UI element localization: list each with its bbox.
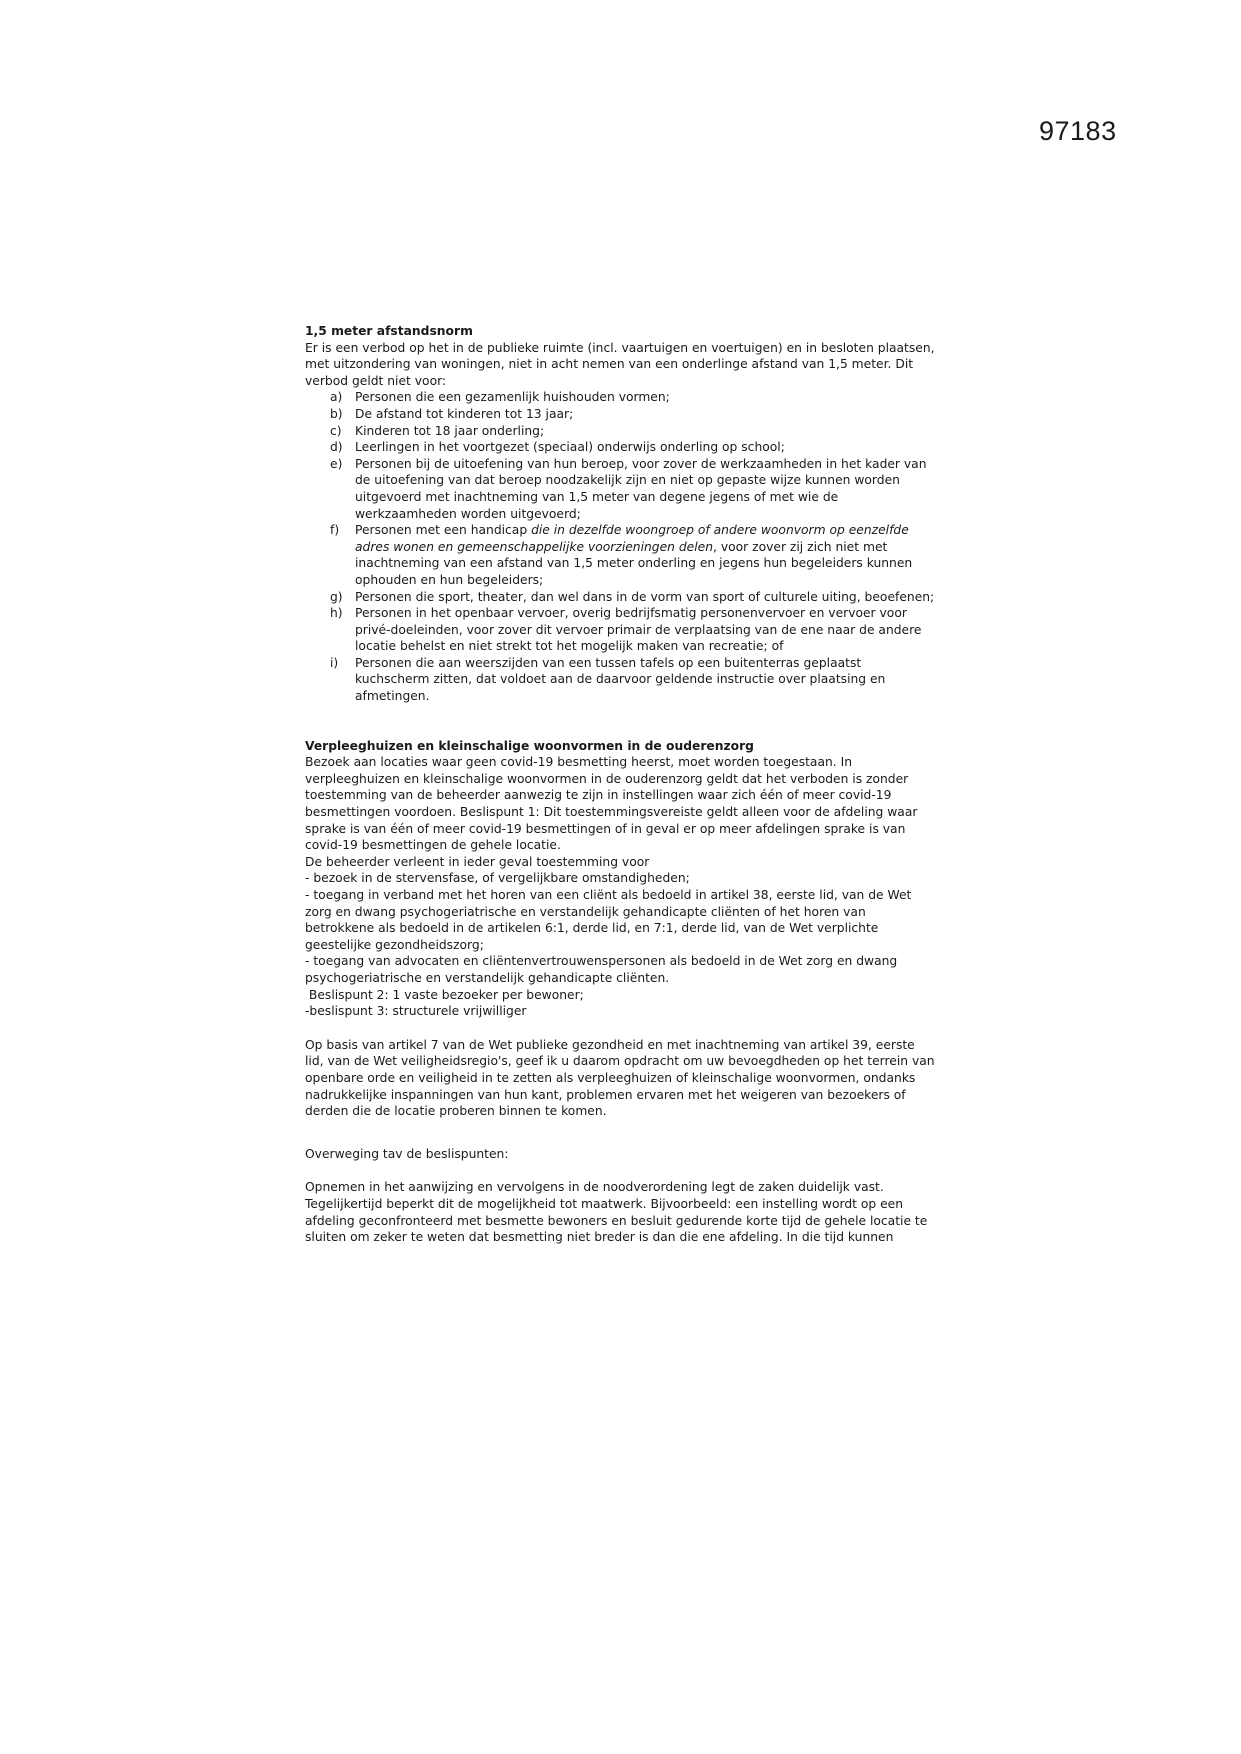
list-marker: h)	[330, 606, 343, 621]
list-marker: i)	[330, 655, 339, 670]
list-marker: g)	[330, 589, 343, 604]
list-marker: e)	[330, 456, 343, 471]
spacer	[305, 1020, 935, 1037]
spacer	[305, 1162, 935, 1179]
list-item	[305, 423, 935, 440]
list-item	[305, 589, 935, 606]
list-item-text: Personen in het openbaar vervoer, overig bedrijfsmatig personenvervoer en vervoer voor privé-doeleinden, voor zover dit vervoer primair de verplaatsing van de ene naar de andere locatie behelst en niet strekt tot het mogelijk maken van recreatie; of	[355, 606, 922, 654]
section-heading-afstandsnorm: 1,5 meter afstandsnorm	[305, 324, 473, 338]
list-item-text: Personen die een gezamenlijk huishouden vormen;	[355, 390, 670, 405]
list-marker: c)	[330, 423, 342, 438]
list-item	[305, 456, 935, 522]
list-item	[305, 406, 935, 423]
list-item-text: Kinderen tot 18 jaar onderling;	[355, 423, 545, 438]
list-item-text: Personen die sport, theater, dan wel dans in de vorm van sport of culturele uiting, beoefenen;	[355, 589, 935, 604]
decision-point-2: Beslispunt 2: 1 vaste bezoeker per bewoner;	[305, 987, 584, 1002]
list-item	[305, 655, 935, 705]
order-paragraph: Op basis van artikel 7 van de Wet publieke gezondheid en met inachtneming van artikel 39, eerste lid, van de Wet veiligheidsregio's, geef ik u daarom opdracht om uw bevoegdheden op het terrein van openbare orde en veiligheid in te zetten als verpleeghuizen of kleinschalige woonvormen, ondanks nadrukkelijke inspanningen van hun kant, problemen ervaren met het weigeren van bezoekers of derden die de locatie proberen binnen te komen.	[305, 1037, 935, 1119]
spacer	[305, 1120, 935, 1146]
list-marker: a)	[330, 390, 343, 405]
list-item	[305, 439, 935, 456]
section-heading-verpleeghuizen: Verpleeghuizen en kleinschalige woonvormen in de ouderenzorg	[305, 738, 754, 753]
permission-line: - bezoek in de stervensfase, of vergelijkbare omstandigheden;	[305, 871, 690, 886]
permission-intro: De beheerder verleent in ieder geval toestemming voor	[305, 854, 650, 869]
list-item-text-after: , voor zover zij zich niet met inachtneming van een afstand van 1,5 meter onderling en jegens hun begeleiders kunnen ophouden en hun begeleiders;	[355, 539, 913, 587]
permission-line: - toegang van advocaten en cliëntenvertrouwenspersonen als bedoeld in de Wet zorg en dwang psychogeriatrische en verstandelijk gehandicapte cliënten.	[305, 954, 898, 985]
consideration-heading: Overweging tav de beslispunten:	[305, 1146, 509, 1161]
list-item-text: Personen bij de uitoefening van hun beroep, voor zover de werkzaamheden in het kader van de uitoefening van dat beroep noodzakelijk zijn en niet op gepaste wijze kunnen worden uitgevoerd met inachtneming van 1,5 meter van degene jegens of met wie de werkzaamheden worden uitgevoerd;	[355, 456, 927, 521]
decision-point-3: -beslispunt 3: structurele vrijwilliger	[305, 1004, 527, 1019]
list-item	[305, 389, 935, 406]
section-paragraph-verpleeghuizen: Bezoek aan locaties waar geen covid-19 besmetting heerst, moet worden toegestaan. In verpleeghuizen en kleinschalige woonvormen in de ouderenzorg geldt dat het verboden is zonder toestemming van de beheerder aanwezig te zijn in instellingen waar zich één of meer covid-19 besmettingen voordoen. Beslispunt 1: Dit toestemmingsvereiste geldt alleen voor de afdeling waar sprake is van één of meer covid-19 besmettingen of in geval er op meer afdelingen sprake is van covid-19 besmettingen de gehele locatie.	[305, 755, 918, 853]
list-item-text: Leerlingen in het voortgezet (speciaal) onderwijs onderling op school;	[355, 440, 785, 455]
consideration-paragraph: Opnemen in het aanwijzing en vervolgens in de noodverordening legt de zaken duidelijk vast. Tegelijkertijd beperkt dit de mogelijkheid tot maatwerk. Bijvoorbeeld: een instelling wordt op een afdeling geconfronteerd met besmette bewoners en besluit gedurende korte tijd de gehele locatie te sluiten om zeker te weten dat besmetting niet breder is dan die ene afdeling. In die tijd kunnen	[305, 1180, 928, 1245]
list-item	[305, 522, 935, 588]
exception-list	[305, 389, 935, 704]
list-marker: f)	[330, 523, 340, 538]
list-item-text-before: Personen met een handicap	[355, 523, 532, 538]
list-item	[305, 605, 935, 655]
list-item-text-italic: die in dezelfde woongroep of andere woonvorm op eenzelfde adres wonen en gemeenschappelijke voorzieningen delen	[355, 523, 909, 554]
document-body	[305, 323, 935, 1246]
list-marker: b)	[330, 406, 343, 421]
page-number: 97183	[1039, 116, 1117, 146]
list-item-text: Personen die aan weerszijden van een tussen tafels op een buitenterras geplaatst kuchscherm zitten, dat voldoet aan de daarvoor geldende instructie over plaatsing en afmetingen.	[355, 655, 886, 704]
list-marker: d)	[330, 440, 343, 455]
spacer	[305, 705, 935, 738]
section-intro-afstandsnorm: Er is een verbod op het in de publieke ruimte (incl. vaartuigen en voertuigen) en in besloten plaatsen, met uitzondering van woningen, niet in acht nemen van een onderlinge afstand van 1,5 meter. Dit verbod geldt niet voor:	[305, 340, 935, 388]
list-item-text: De afstand tot kinderen tot 13 jaar;	[355, 406, 574, 421]
permission-line: - toegang in verband met het horen van een cliënt als bedoeld in artikel 38, eerste lid, van de Wet zorg en dwang psychogeriatrische en verstandelijk gehandicapte cliënten of het horen van betrokkene als bedoeld in de artikelen 6:1, derde lid, en 7:1, derde lid, van de Wet verplichte geestelijke gezondheidszorg;	[305, 888, 912, 952]
